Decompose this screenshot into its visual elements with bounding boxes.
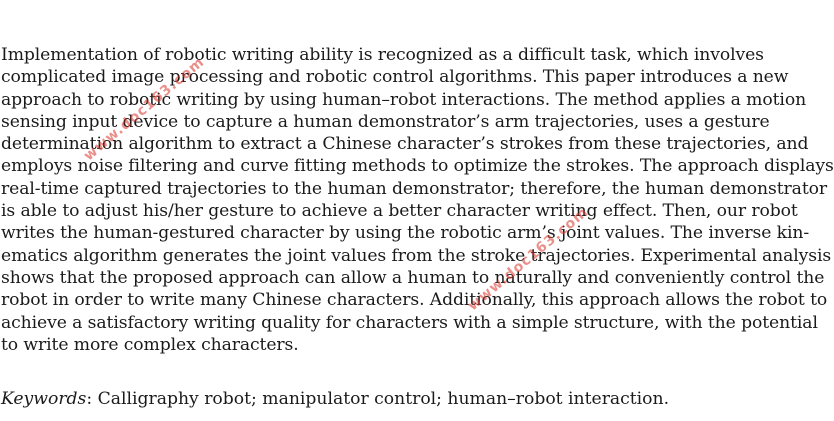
abstract-line-10: ematics algorithm generates the joint values from the stroke trajectories. Experimental analysis [1, 245, 832, 266]
abstract-line-11: shows that the proposed approach can allow a human to naturally and conveniently control the [1, 267, 825, 288]
keywords-label: Keywords [1, 389, 87, 409]
abstract-line-3: approach to robotic writing by using human–robot interactions. The method applies a motion [1, 89, 807, 110]
abstract-paragraph [1, 44, 834, 356]
abstract-line-9: writes the human-gestured character by using the robotic arm’s joint values. The inverse kin- [1, 223, 810, 244]
abstract-line-4: sensing input device to capture a human demonstrator’s arm trajectories, uses a gesture [1, 111, 770, 132]
watermark-text-1: www.doc163.com [80, 54, 208, 165]
abstract-line-1: Implementation of robotic writing ability is recognized as a difficult task, which involves [1, 45, 764, 65]
watermark-text-2: www.doc163.com [464, 204, 592, 315]
abstract-line-8: is able to adjust his/her gesture to achieve a better character writing effect. Then, our robot [1, 201, 798, 222]
abstract-line-13: achieve a satisfactory writing quality for characters with a simple structure, with the potential [1, 312, 818, 333]
abstract-line-6: employs noise filtering and curve fitting methods to optimize the strokes. The approach displays [1, 156, 834, 177]
keywords-text: : Calligraphy robot; manipulator control; human–robot interaction. [86, 389, 670, 409]
keywords-line [1, 388, 669, 410]
abstract-line-14: to write more complex characters. [1, 334, 299, 355]
abstract-line-7: real-time captured trajectories to the human demonstrator; therefore, the human demonstrator [1, 178, 827, 199]
abstract-line-2: complicated image processing and robotic control algorithms. This paper introduces a new [1, 67, 789, 88]
abstract-line-12: robot in order to write many Chinese characters. Additionally, this approach allows the robot to [1, 290, 828, 311]
abstract-line-5: determination algorithm to extract a Chinese character’s strokes from these trajectories, and [1, 134, 809, 155]
